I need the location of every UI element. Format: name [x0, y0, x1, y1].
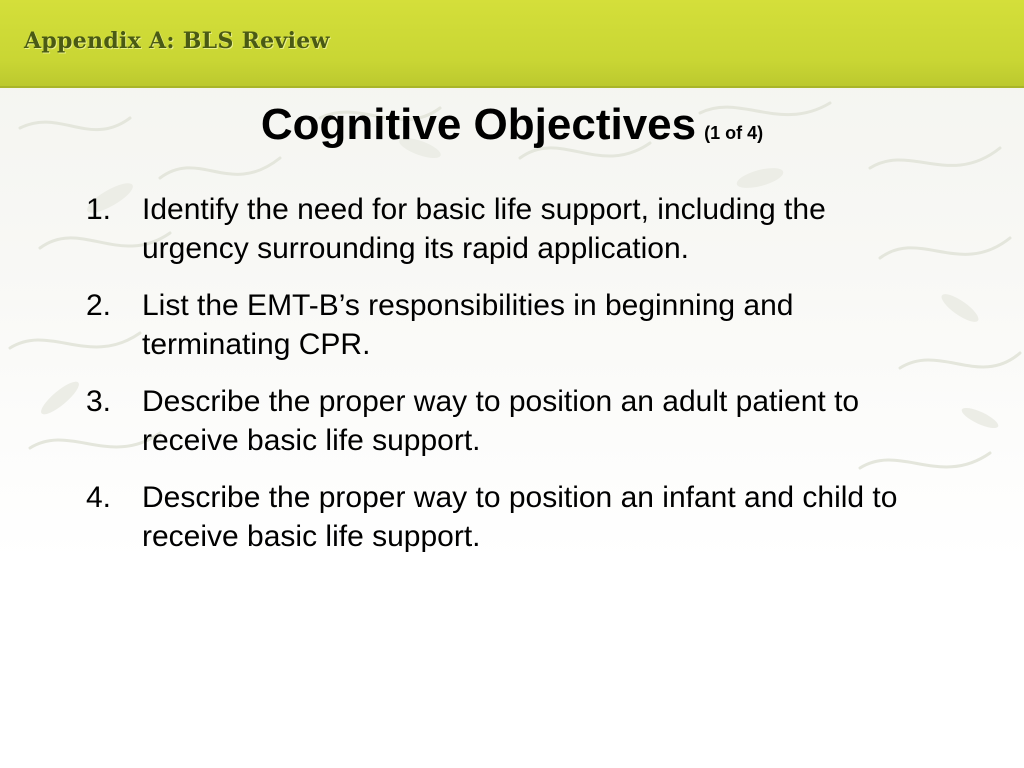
objective-item — [86, 382, 936, 460]
objective-item — [86, 286, 936, 364]
objective-number: 1. — [86, 193, 112, 226]
objective-text: Identify the need for basic life support, including the urgency surrounding its rapid application. — [142, 193, 826, 265]
objective-text: List the EMT-B’s responsibilities in beginning and terminating CPR. — [142, 289, 794, 361]
title-main: Cognitive Objectives — [260, 100, 697, 149]
objective-number: 2. — [86, 289, 112, 322]
objective-item — [86, 190, 936, 268]
slide-title — [0, 100, 1024, 150]
objective-text: Describe the proper way to position an infant and child to receive basic life support. — [142, 481, 898, 553]
objective-text: Describe the proper way to position an adult patient to receive basic life support. — [142, 385, 860, 457]
header-banner-text: Appendix A: BLS Review — [24, 28, 330, 54]
title-page-indicator: (1 of 4) — [704, 123, 764, 143]
objective-number: 4. — [86, 481, 112, 514]
header-banner — [0, 0, 1024, 88]
objectives-list — [86, 190, 936, 574]
objective-item — [86, 478, 936, 556]
objective-number: 3. — [86, 385, 112, 418]
